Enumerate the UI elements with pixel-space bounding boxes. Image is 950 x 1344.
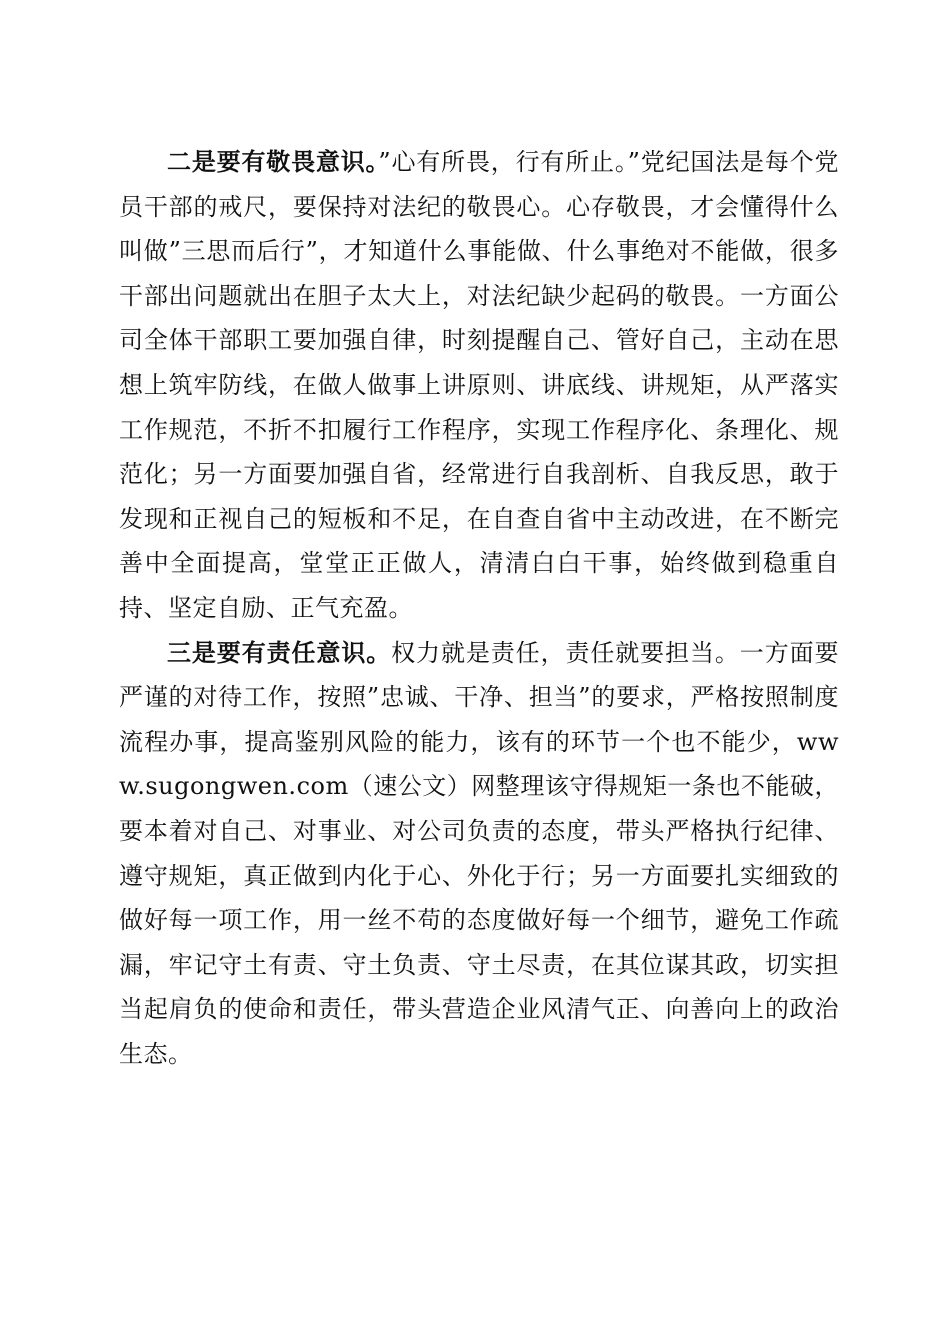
paragraph-lead-heading: 三是要有责任意识。	[167, 637, 392, 667]
paragraph-awe-awareness	[119, 140, 839, 631]
paragraph-text: ”心有所畏，行有所止。”党纪国法是每个党员干部的戒尺，要保持对法纪的敬畏心。心存敬畏，才会懂得什么叫做”三思而后行”，才知道什么事能做、什么事绝对不能做，很多干部出问题就出在胆子太大上，对法纪缺少起码的敬畏。一方面公司全体干部职工要加强自律，时刻提醒自己、管好自己，主动在思想上筑牢防线，在做人做事上讲原则、讲底线、讲规矩，从严落实工作规范，不折不扣履行工作程序，实现工作程序化、条理化、规范化；另一方面要加强自省，经常进行自我剖析、自我反思，敢于发现和正视自己的短板和不足，在自查自省中主动改进，在不断完善中全面提高，堂堂正正做人，清清白白干事，始终做到稳重自持、坚定自励、正气充盈。	[119, 148, 840, 622]
paragraph-lead-heading: 二是要有敬畏意识。	[167, 147, 379, 176]
paragraph-text: 权力就是责任，责任就要担当。一方面要严谨的对待工作，按照”忠诚、干净、担当”的要求，严格按照制度流程办事，提高鉴别风险的能力，该有的环节一个也不能少，www.sugongwen.com（速公文）网整理该守得规矩一条也不能破，要本着对自己、对事业、对公司负责的态度，带头严格执行纪律、遵守规矩，真正做到内化于心、外化于行；另一方面要扎实细致的做好每一项工作，用一丝不苟的态度做好每一个细节，避免工作疏漏，牢记守土有责、守土负责、守土尽责，在其位谋其政，切实担当起肩负的使命和责任，带头营造企业风清气正、向善向上的政治生态。	[119, 638, 840, 1068]
paragraph-responsibility-awareness	[119, 631, 839, 1077]
document-body	[119, 140, 839, 1076]
